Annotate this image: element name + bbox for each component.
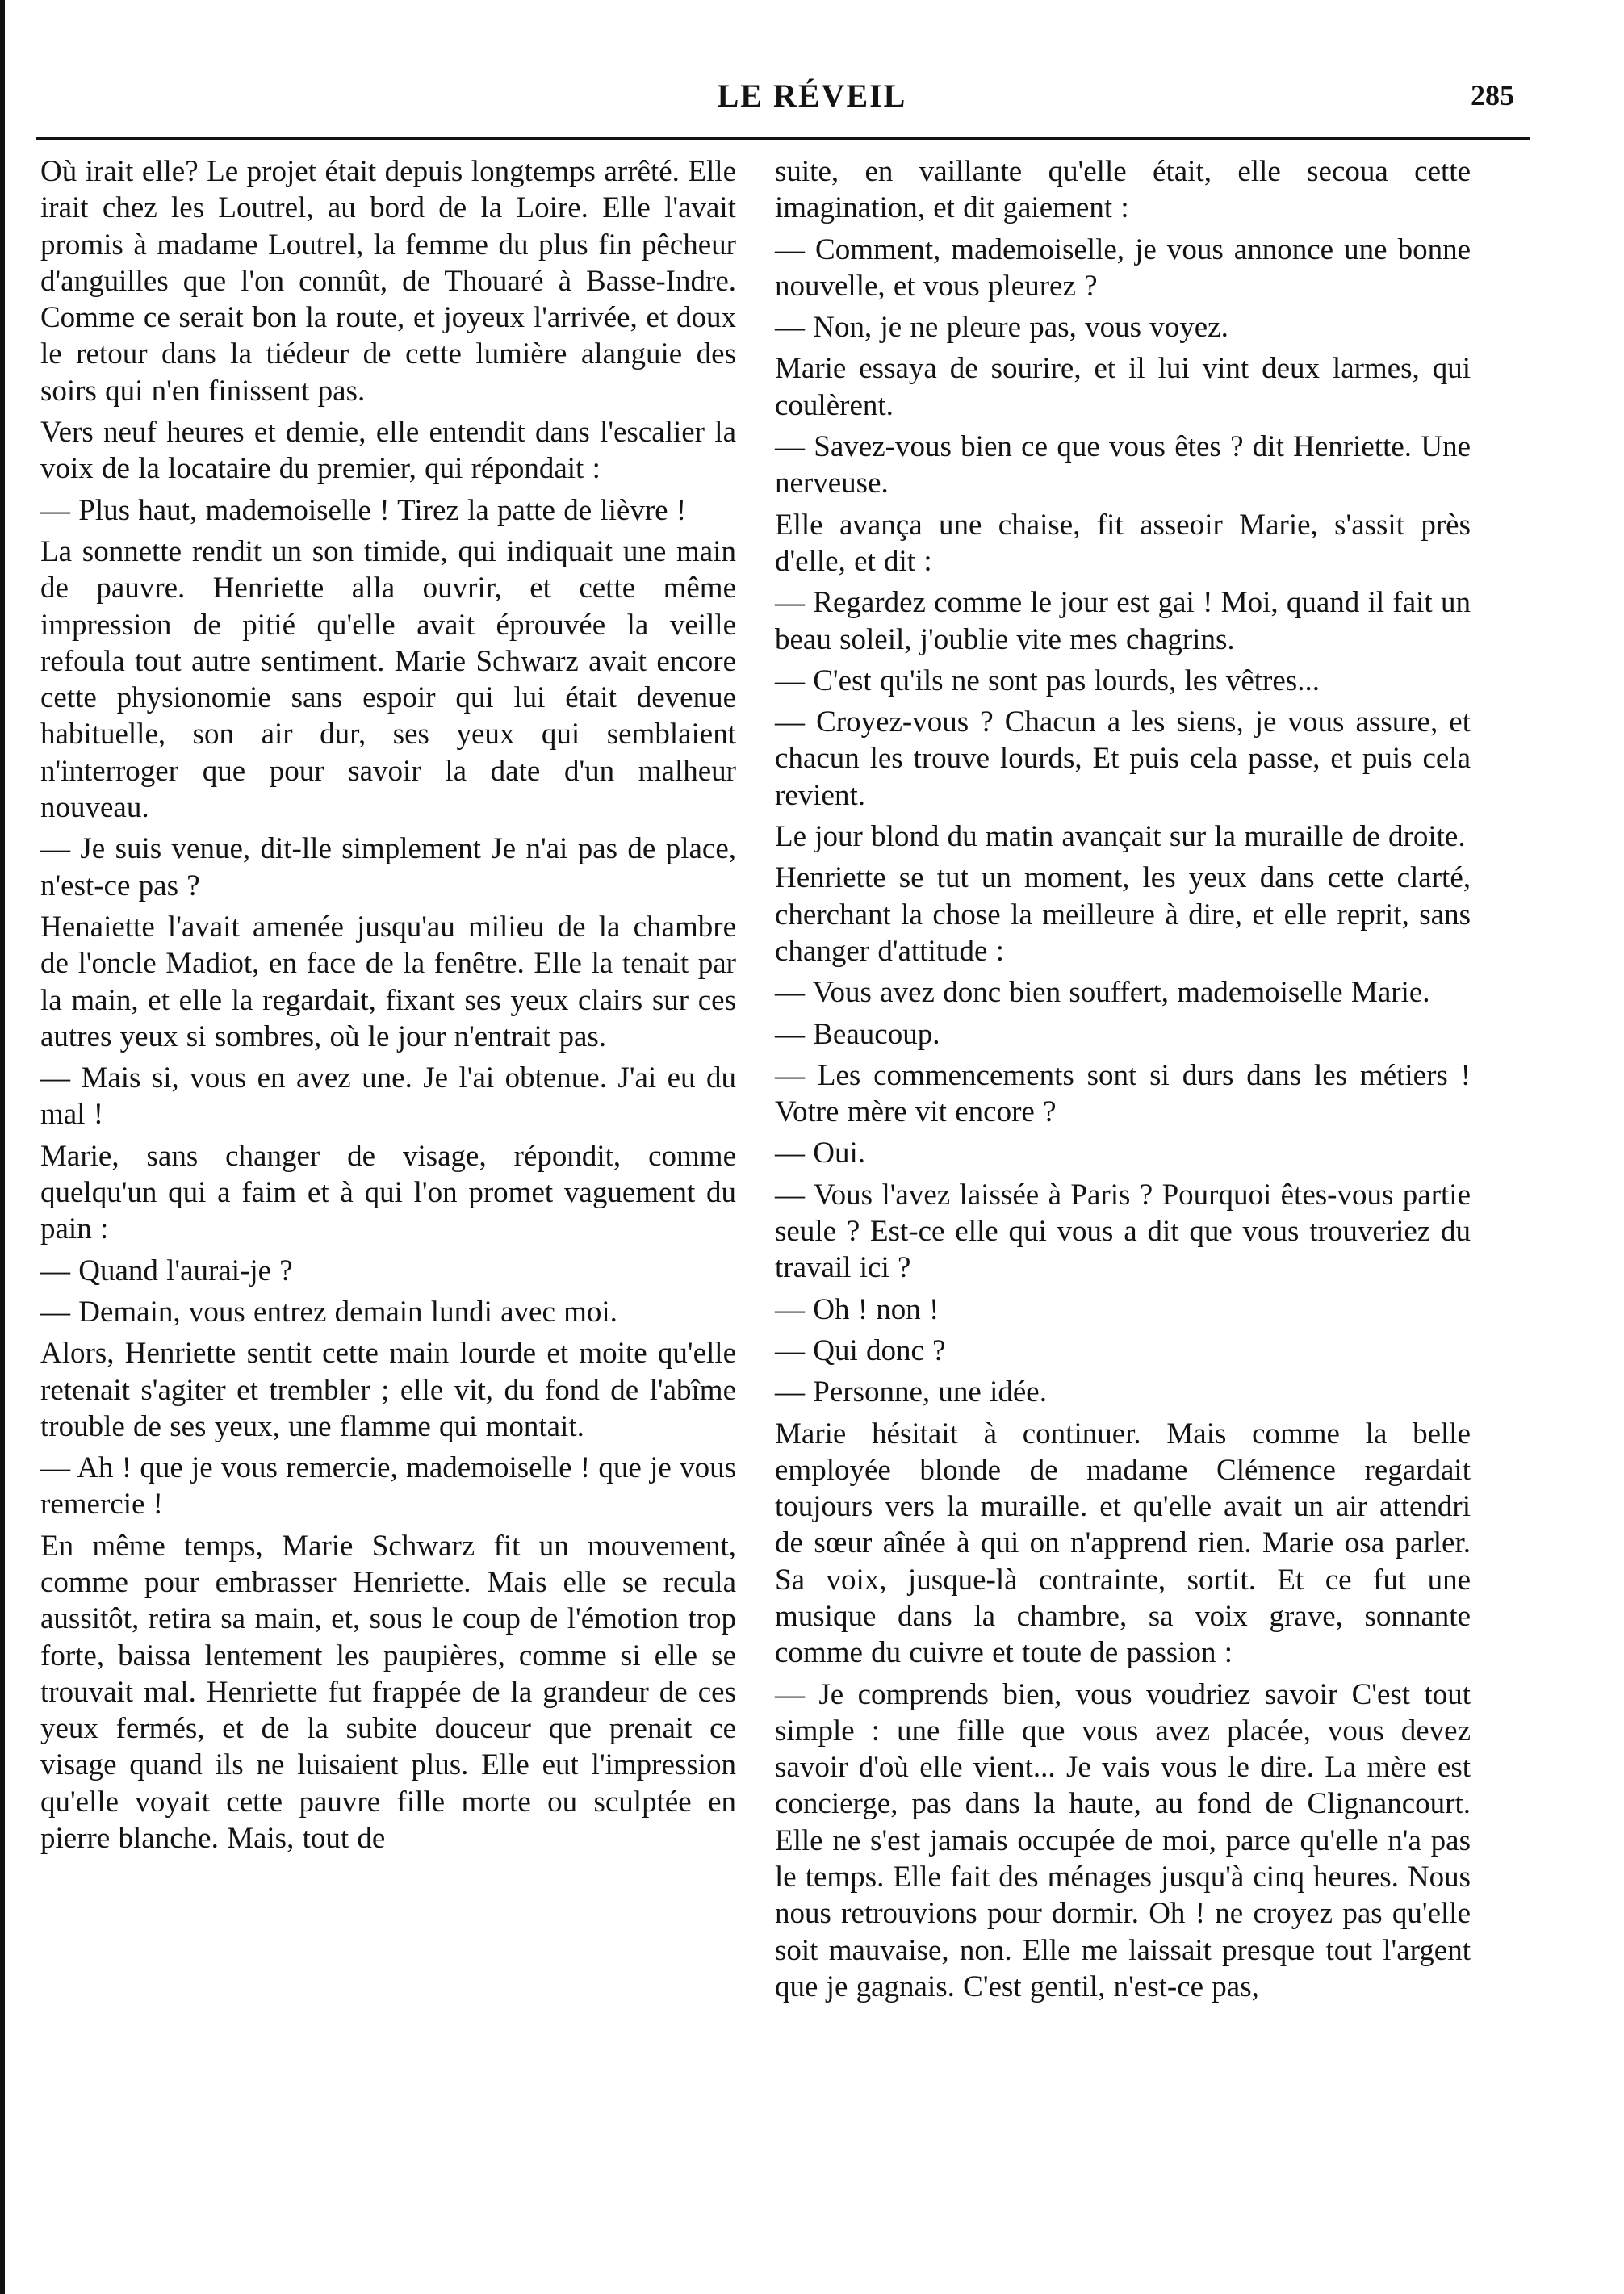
paragraph: — Vous l'avez laissée à Paris ? Pourquoi êtes-vous partie seule ? Est-ce elle qui vous a dit que vous trouveriez du travail ici ? — [775, 1178, 1471, 1285]
paragraph: suite, en vaillante qu'elle était, elle secoua cette imagination, et dit gaiement : — [775, 155, 1471, 225]
paragraph: Où irait elle? Le projet était depuis longtemps arrêté. Elle irait chez les Loutrel, au bord de la Loire. Elle l'avait promis à madame Loutrel, la femme du plus fin pêcheur d'anguilles que l'on connût, de Thouaré à Basse-Indre. Comme ce serait bon la route, et joyeux l'arrivée, et doux le retour dans la tiédeur de cette lumière alanguie des soirs qui n'en finissent pas. — [40, 155, 736, 408]
paragraph: — Oh ! non ! — [775, 1292, 940, 1326]
paragraph: — Vous avez donc bien souffert, mademoiselle Marie. — [775, 976, 1430, 1010]
text-column-left — [40, 153, 736, 1861]
paragraph: — Je comprends bien, vous voudriez savoir C'est tout simple : une fille que vous avez placée, vous devez savoir d'où elle vient... Je vais vous le dire. La mère est concierge, pas dans la haute, au fond de Clignancourt. Elle ne s'est jamais occupée de moi, parce qu'elle n'a pas le temps. Elle fait des ménages jusqu'à cinq heures. Nous nous retrouvions pour dormir. Oh ! ne croyez pas qu'elle soit mauvaise, non. Elle me laissait presque tout l'argent que je gagnais. C'est gentil, n'est-ce pas, — [775, 1677, 1471, 2003]
paragraph: — Comment, mademoiselle, je vous annonce une bonne nouvelle, et vous pleurez ? — [775, 232, 1471, 303]
paragraph: — Ah ! que je vous remercie, mademoiselle ! que je vous remercie ! — [40, 1451, 736, 1522]
paragraph: — Les commencements sont si durs dans les métiers ! Votre mère vit encore ? — [775, 1058, 1471, 1129]
page-edge-shadow — [0, 0, 5, 2294]
paragraph: — Quand l'aurai-je ? — [40, 1254, 293, 1287]
paragraph: — Plus haut, mademoiselle ! Tirez la patte de lièvre ! — [40, 493, 687, 527]
paragraph: — Qui donc ? — [775, 1333, 946, 1367]
paragraph: — Beaucoup. — [775, 1017, 940, 1051]
page-number: 285 — [1471, 79, 1514, 111]
paragraph: — Non, je ne pleure pas, vous voyez. — [775, 311, 1228, 345]
paragraph: Marie essaya de sourire, et il lui vint deux larmes, qui coulèrent. — [775, 352, 1471, 422]
paragraph: Vers neuf heures et demie, elle entendit dans l'escalier la voix de la locataire du premier, qui répondait : — [40, 416, 736, 486]
paragraph: — Oui. — [775, 1137, 865, 1170]
paragraph: Alors, Henriette sentit cette main lourde et moite qu'elle retenait s'agiter et trembler ; elle vit, du fond de l'abîme trouble de ses yeux, une flamme qui montait. — [40, 1337, 736, 1443]
paragraph: — Regardez comme le jour est gai ! Moi, quand il fait un beau soleil, j'oublie vite mes chagrins. — [775, 586, 1471, 656]
paragraph: — Croyez-vous ? Chacun a les siens, je vous assure, et chacun les trouve lourds, Et puis cela passe, et puis cela revient. — [775, 705, 1471, 812]
running-header-title: LE RÉVEIL — [717, 77, 907, 114]
paragraph: La sonnette rendit un son timide, qui indiquait une main de pauvre. Henriette alla ouvrir, et cette même impression de pitié qu'elle avait éprouvée la veille refoula tout autre sentiment. Marie Schwarz avait encore cette physionomie sans espoir qui lui était devenue habituelle, son air dur, ses yeux qui semblaient n'interroger que pour savoir la date d'un malheur nouveau. — [40, 534, 736, 825]
paragraph: — Mais si, vous en avez une. Je l'ai obtenue. J'ai eu du mal ! — [40, 1061, 736, 1132]
paragraph: Le jour blond du matin avançait sur la muraille de droite. — [775, 820, 1466, 854]
paragraph: Henriette se tut un moment, les yeux dans cette clarté, cherchant la chose la meilleure à dire, et elle reprit, sans changer d'attitude : — [775, 861, 1471, 968]
text-column-right — [775, 153, 1471, 2010]
paragraph: En même temps, Marie Schwarz fit un mouvement, comme pour embrasser Henriette. Mais elle se recula aussitôt, retira sa main, et, sous le coup de l'émotion trop forte, baissa lentement les paupières, comme si elle se trouvait mal. Henriette fut frappée de la grandeur de ces yeux fermés, et de la subite douceur que prenait ce visage quand ils ne luisaient plus. Elle eut l'impression qu'elle voyait cette pauvre fille morte ou sculptée en pierre blanche. Mais, tout de — [40, 1529, 736, 1856]
header-rule — [36, 137, 1530, 140]
paragraph: Marie, sans changer de visage, répondit, comme quelqu'un qui a faim et à qui l'on promet vaguement du pain : — [40, 1139, 736, 1246]
paragraph: — Demain, vous entrez demain lundi avec moi. — [40, 1295, 617, 1329]
paragraph: — Savez-vous bien ce que vous êtes ? dit Henriette. Une nerveuse. — [775, 430, 1471, 500]
paragraph: — Je suis venue, dit-lle simplement Je n'ai pas de place, n'est-ce pas ? — [40, 832, 736, 902]
paragraph: — Personne, une idée. — [775, 1375, 1047, 1409]
paragraph: Elle avança une chaise, fit asseoir Marie, s'assit près d'elle, et dit : — [775, 508, 1471, 578]
paragraph: — C'est qu'ils ne sont pas lourds, les vêtres... — [775, 664, 1320, 697]
paragraph: Marie hésitait à continuer. Mais comme la belle employée blonde de madame Clémence regardait toujours vers la muraille. et qu'elle avait un air attendri de sœur aînée à qui on n'apprend rien. Marie osa parler. Sa voix, jusque-là contrainte, sortit. Et ce fut une musique dans la chambre, sa voix grave, sonnante comme du cuivre et toute de passion : — [775, 1417, 1471, 1670]
paragraph: Henaiette l'avait amenée jusqu'au milieu de la chambre de l'oncle Madiot, en face de la fenêtre. Elle la tenait par la main, et elle la regardait, fixant ses yeux clairs sur ces autres yeux si sombres, où le jour n'entrait pas. — [40, 910, 736, 1053]
